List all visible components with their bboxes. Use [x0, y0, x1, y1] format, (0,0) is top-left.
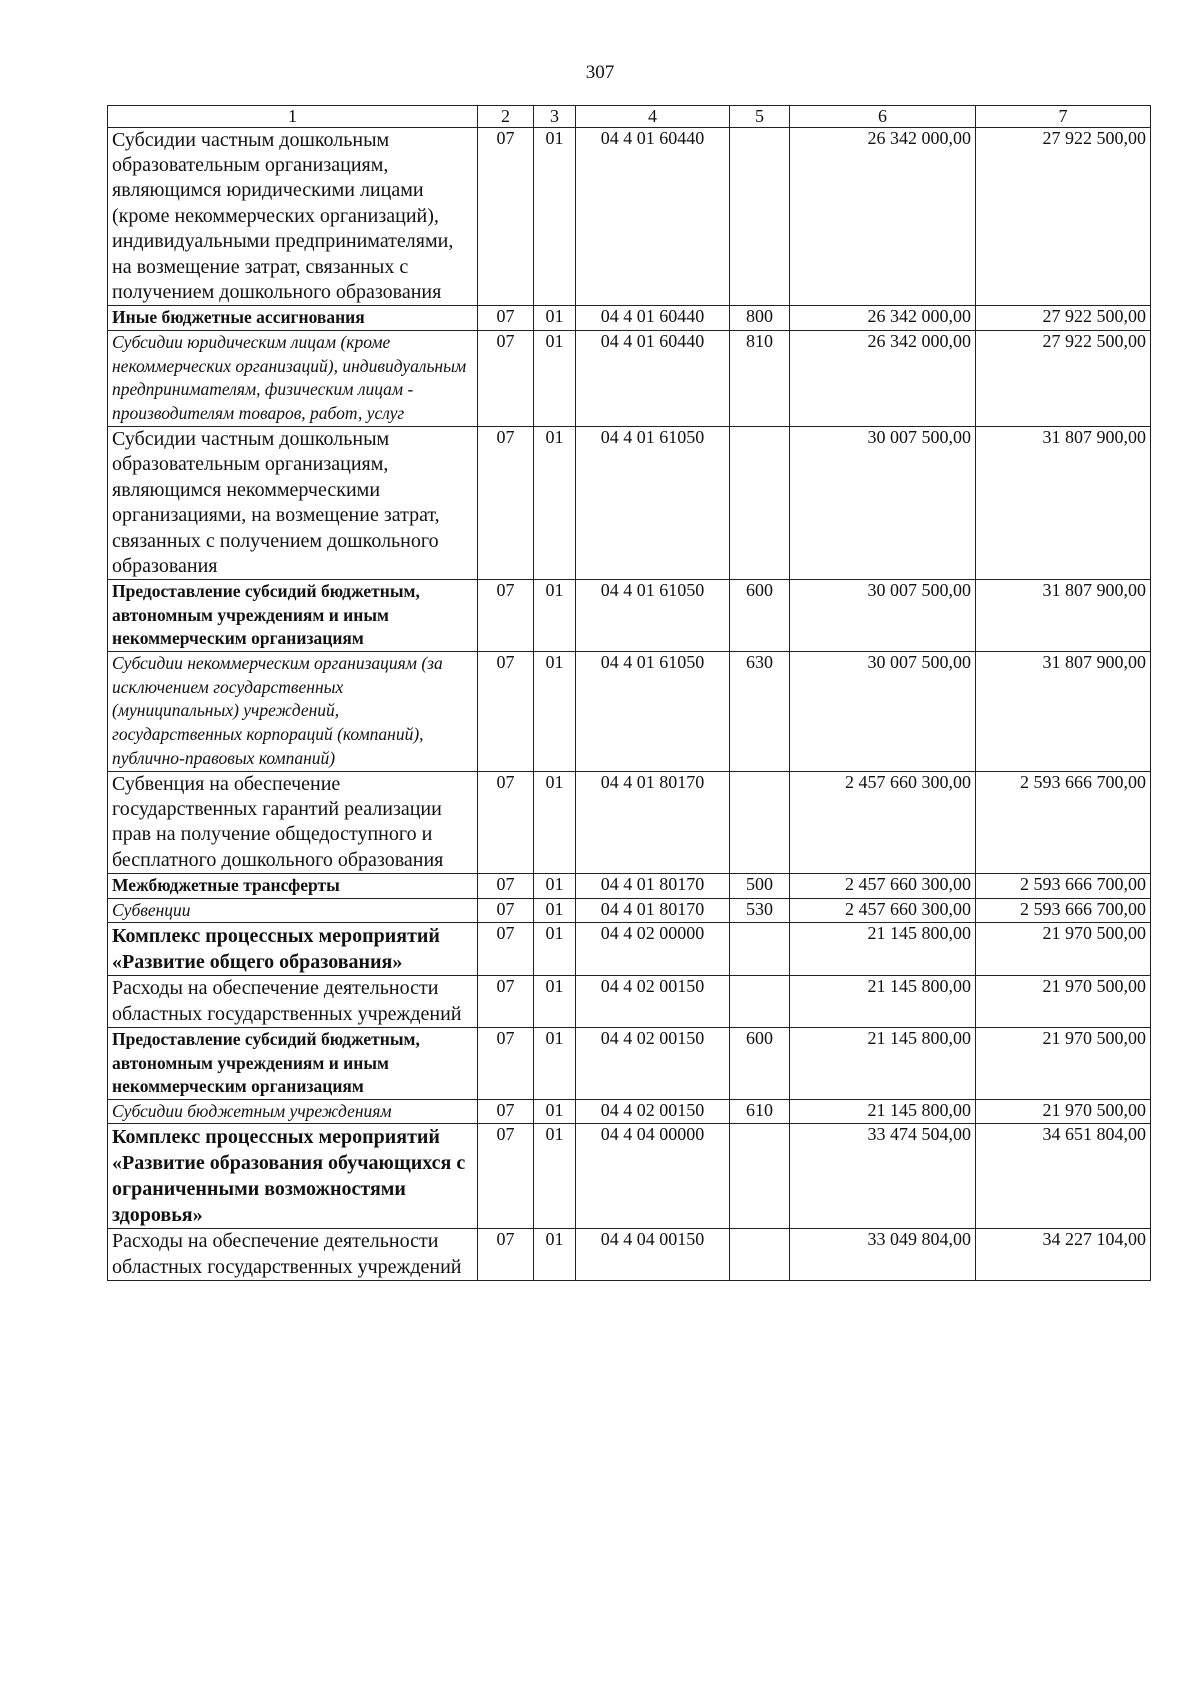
target-article-code-cell: 04 4 01 80170 — [576, 898, 730, 923]
section-code-cell: 07 — [478, 976, 534, 1028]
section-code-cell: 07 — [478, 580, 534, 651]
expense-type-code-cell: 800 — [730, 306, 790, 330]
section-code-cell: 07 — [478, 898, 534, 923]
target-article-code-cell: 04 4 01 61050 — [576, 580, 730, 651]
item-name-cell: Расходы на обеспечение деятельности областных государственных учреждений — [108, 1229, 478, 1281]
table-row — [108, 923, 1151, 976]
section-code-cell: 07 — [478, 651, 534, 771]
target-article-code-cell: 04 4 01 61050 — [576, 651, 730, 771]
amount-year-2-cell: 27 922 500,00 — [976, 306, 1151, 330]
amount-year-1-cell: 33 474 504,00 — [790, 1124, 976, 1229]
target-article-code-cell: 04 4 01 61050 — [576, 427, 730, 580]
header-cell: 7 — [976, 106, 1151, 128]
item-name-cell: Иные бюджетные ассигнования — [108, 306, 478, 330]
subsection-code-cell: 01 — [534, 923, 576, 976]
target-article-code-cell: 04 4 02 00150 — [576, 1028, 730, 1099]
amount-year-1-cell: 30 007 500,00 — [790, 651, 976, 771]
subsection-code-cell: 01 — [534, 1124, 576, 1229]
section-code-cell: 07 — [478, 127, 534, 306]
target-article-code-cell: 04 4 01 60440 — [576, 306, 730, 330]
subsection-code-cell: 01 — [534, 1028, 576, 1099]
expense-type-code-cell: 500 — [730, 874, 790, 898]
target-article-code-cell: 04 4 01 80170 — [576, 874, 730, 898]
amount-year-2-cell: 27 922 500,00 — [976, 127, 1151, 306]
item-name-cell: Межбюджетные трансферты — [108, 874, 478, 898]
table-row — [108, 976, 1151, 1028]
amount-year-2-cell: 2 593 666 700,00 — [976, 874, 1151, 898]
table-row — [108, 651, 1151, 771]
table-header-row — [108, 106, 1151, 128]
subsection-code-cell: 01 — [534, 1099, 576, 1124]
item-name-cell: Субвенция на обеспечение государственных гарантий реализации прав на получение общедоступного и бесплатного дошкольного образования — [108, 771, 478, 874]
item-name-cell: Субвенции — [108, 898, 478, 923]
section-code-cell: 07 — [478, 427, 534, 580]
item-name-cell: Комплекс процессных мероприятий «Развитие общего образования» — [108, 923, 478, 976]
section-code-cell: 07 — [478, 1124, 534, 1229]
section-code-cell: 07 — [478, 923, 534, 976]
amount-year-1-cell: 26 342 000,00 — [790, 330, 976, 426]
amount-year-1-cell: 21 145 800,00 — [790, 1028, 976, 1099]
subsection-code-cell: 01 — [534, 898, 576, 923]
target-article-code-cell: 04 4 02 00150 — [576, 1099, 730, 1124]
amount-year-1-cell: 21 145 800,00 — [790, 1099, 976, 1124]
section-code-cell: 07 — [478, 1028, 534, 1099]
header-cell: 2 — [478, 106, 534, 128]
target-article-code-cell: 04 4 01 80170 — [576, 771, 730, 874]
expense-type-code-cell — [730, 1124, 790, 1229]
amount-year-1-cell: 26 342 000,00 — [790, 127, 976, 306]
table-row — [108, 771, 1151, 874]
amount-year-2-cell: 2 593 666 700,00 — [976, 771, 1151, 874]
amount-year-2-cell: 21 970 500,00 — [976, 976, 1151, 1028]
expense-type-code-cell — [730, 127, 790, 306]
page-number: 307 — [585, 62, 615, 83]
section-code-cell: 07 — [478, 306, 534, 330]
amount-year-2-cell: 31 807 900,00 — [976, 580, 1151, 651]
table-row — [108, 1229, 1151, 1281]
item-name-cell: Субсидии частным дошкольным образовательным организациям, являющимся юридическими лицами (кроме некоммерческих организаций), индивидуальными предпринимателями, на возмещение затрат, связанных с получением дошкольного образования — [108, 127, 478, 306]
subsection-code-cell: 01 — [534, 651, 576, 771]
expense-type-code-cell: 630 — [730, 651, 790, 771]
amount-year-1-cell: 2 457 660 300,00 — [790, 874, 976, 898]
table-row — [108, 874, 1151, 898]
expense-type-code-cell: 810 — [730, 330, 790, 426]
item-name-cell: Субсидии юридическим лицам (кроме некоммерческих организаций), индивидуальным предпринимателям, физическим лицам - производителям товаров, работ, услуг — [108, 330, 478, 426]
subsection-code-cell: 01 — [534, 771, 576, 874]
table-row — [108, 306, 1151, 330]
table-row — [108, 330, 1151, 426]
target-article-code-cell: 04 4 02 00150 — [576, 976, 730, 1028]
amount-year-1-cell: 2 457 660 300,00 — [790, 898, 976, 923]
expense-type-code-cell — [730, 976, 790, 1028]
amount-year-2-cell: 31 807 900,00 — [976, 427, 1151, 580]
subsection-code-cell: 01 — [534, 874, 576, 898]
amount-year-2-cell: 27 922 500,00 — [976, 330, 1151, 426]
amount-year-1-cell: 26 342 000,00 — [790, 306, 976, 330]
target-article-code-cell: 04 4 01 60440 — [576, 330, 730, 426]
amount-year-1-cell: 21 145 800,00 — [790, 923, 976, 976]
table-row — [108, 1099, 1151, 1124]
budget-table — [107, 105, 1151, 1281]
target-article-code-cell: 04 4 02 00000 — [576, 923, 730, 976]
subsection-code-cell: 01 — [534, 976, 576, 1028]
subsection-code-cell: 01 — [534, 127, 576, 306]
table-row — [108, 1028, 1151, 1099]
section-code-cell: 07 — [478, 874, 534, 898]
expense-type-code-cell — [730, 923, 790, 976]
expense-type-code-cell: 600 — [730, 580, 790, 651]
expense-type-code-cell — [730, 1229, 790, 1281]
section-code-cell: 07 — [478, 330, 534, 426]
item-name-cell: Субсидии некоммерческим организациям (за исключением государственных (муниципальных) учреждений, государственных корпораций (компаний), публично-правовых компаний) — [108, 651, 478, 771]
amount-year-2-cell: 31 807 900,00 — [976, 651, 1151, 771]
amount-year-1-cell: 30 007 500,00 — [790, 580, 976, 651]
item-name-cell: Субсидии бюджетным учреждениям — [108, 1099, 478, 1124]
amount-year-2-cell: 21 970 500,00 — [976, 1099, 1151, 1124]
table-row — [108, 580, 1151, 651]
table-row — [108, 127, 1151, 306]
amount-year-2-cell: 2 593 666 700,00 — [976, 898, 1151, 923]
section-code-cell: 07 — [478, 771, 534, 874]
target-article-code-cell: 04 4 04 00150 — [576, 1229, 730, 1281]
expense-type-code-cell — [730, 427, 790, 580]
item-name-cell: Субсидии частным дошкольным образовательным организациям, являющимся некоммерческими организациями, на возмещение затрат, связанных с получением дошкольного образования — [108, 427, 478, 580]
subsection-code-cell: 01 — [534, 427, 576, 580]
amount-year-2-cell: 21 970 500,00 — [976, 1028, 1151, 1099]
subsection-code-cell: 01 — [534, 1229, 576, 1281]
table-row — [108, 1124, 1151, 1229]
header-cell: 1 — [108, 106, 478, 128]
table-row — [108, 427, 1151, 580]
item-name-cell: Предоставление субсидий бюджетным, автономным учреждениям и иным некоммерческим организациям — [108, 1028, 478, 1099]
section-code-cell: 07 — [478, 1229, 534, 1281]
amount-year-1-cell: 30 007 500,00 — [790, 427, 976, 580]
section-code-cell: 07 — [478, 1099, 534, 1124]
header-cell: 6 — [790, 106, 976, 128]
target-article-code-cell: 04 4 04 00000 — [576, 1124, 730, 1229]
table-row — [108, 898, 1151, 923]
header-cell: 4 — [576, 106, 730, 128]
amount-year-2-cell: 34 651 804,00 — [976, 1124, 1151, 1229]
expense-type-code-cell: 600 — [730, 1028, 790, 1099]
subsection-code-cell: 01 — [534, 330, 576, 426]
subsection-code-cell: 01 — [534, 580, 576, 651]
amount-year-1-cell: 21 145 800,00 — [790, 976, 976, 1028]
expense-type-code-cell: 610 — [730, 1099, 790, 1124]
target-article-code-cell: 04 4 01 60440 — [576, 127, 730, 306]
header-cell: 3 — [534, 106, 576, 128]
item-name-cell: Предоставление субсидий бюджетным, автономным учреждениям и иным некоммерческим организациям — [108, 580, 478, 651]
item-name-cell: Расходы на обеспечение деятельности областных государственных учреждений — [108, 976, 478, 1028]
header-cell: 5 — [730, 106, 790, 128]
amount-year-2-cell: 21 970 500,00 — [976, 923, 1151, 976]
amount-year-1-cell: 2 457 660 300,00 — [790, 771, 976, 874]
expense-type-code-cell — [730, 771, 790, 874]
amount-year-1-cell: 33 049 804,00 — [790, 1229, 976, 1281]
item-name-cell: Комплекс процессных мероприятий «Развитие образования обучающихся с ограниченными возможностями здоровья» — [108, 1124, 478, 1229]
subsection-code-cell: 01 — [534, 306, 576, 330]
expense-type-code-cell: 530 — [730, 898, 790, 923]
amount-year-2-cell: 34 227 104,00 — [976, 1229, 1151, 1281]
